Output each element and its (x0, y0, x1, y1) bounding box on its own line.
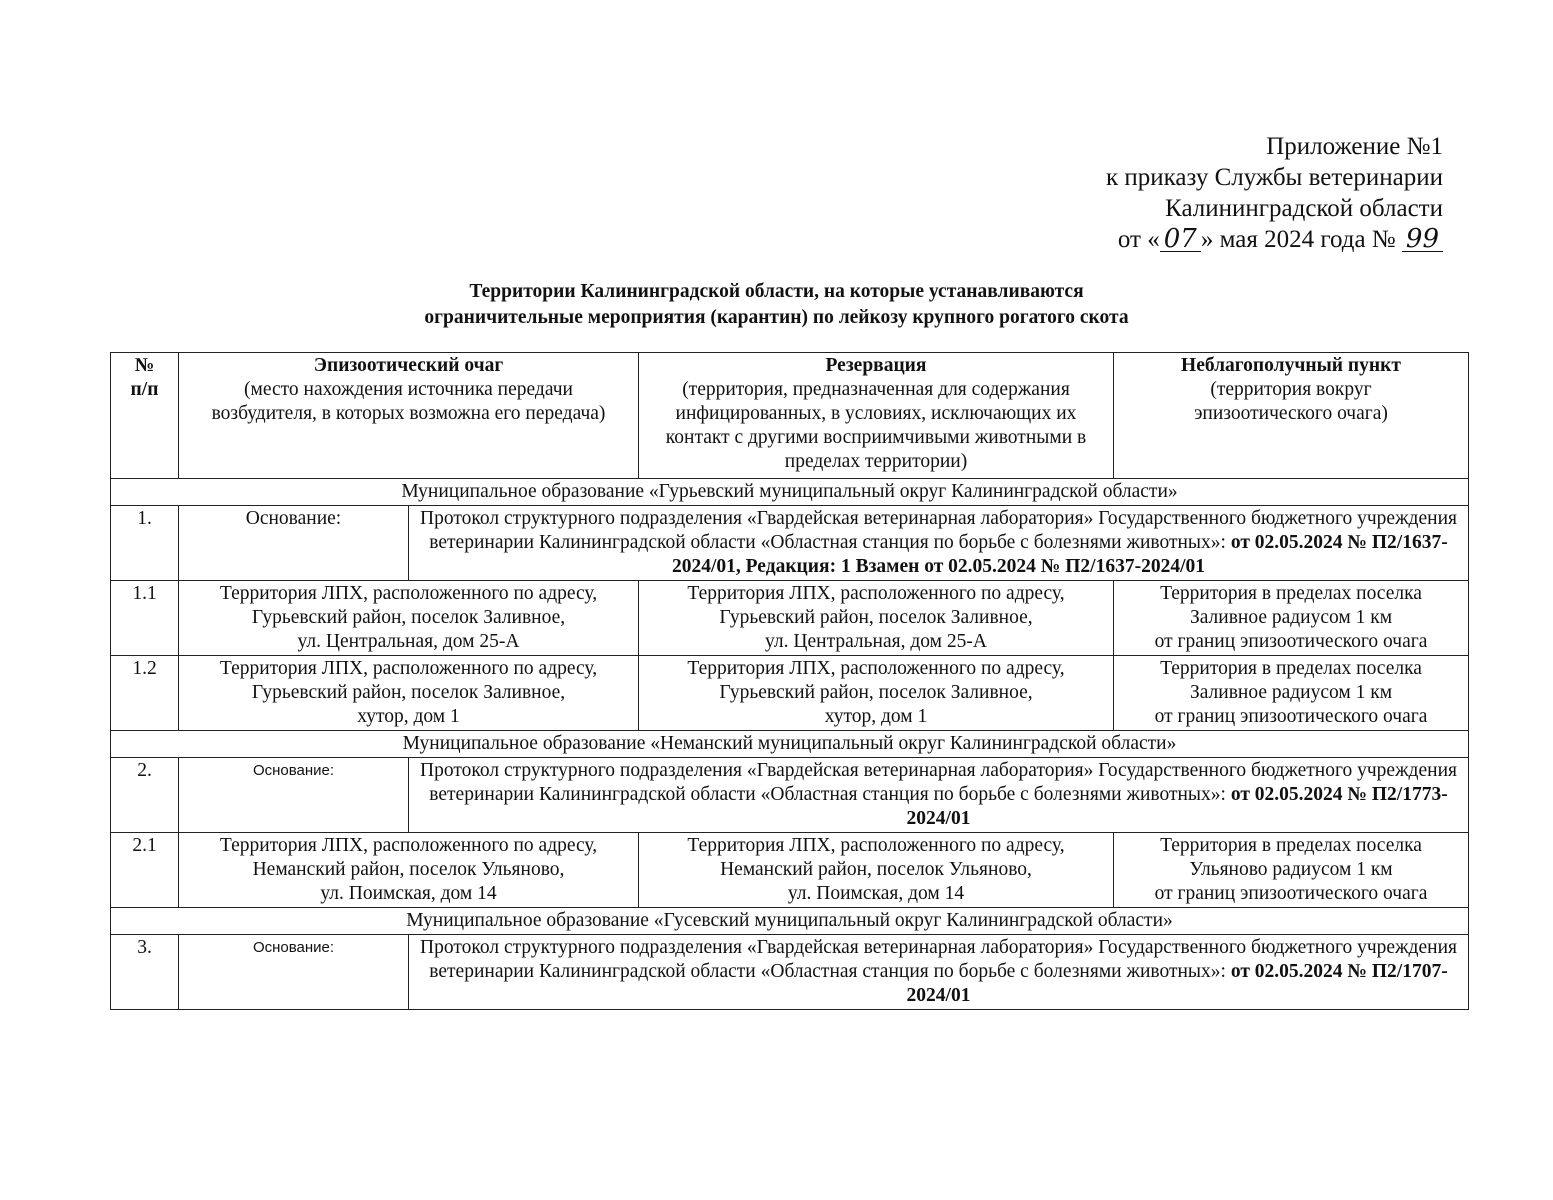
header-focus (179, 353, 639, 479)
basis-text (409, 935, 1469, 1010)
focus-line: Территория ЛПХ, расположенного по адресу, (219, 583, 598, 604)
basis-protocol: Протокол структурного подразделения «Гвардейская ветеринарная лаборатория» Государственного бюджетного учреждения ветеринарии Калининградской области «Областная станция по борьбе с болезнями животных»: (420, 508, 1457, 553)
municipality-row (111, 479, 1469, 506)
title-line-1: Территории Калининградской области, на которые устанавливаются (469, 281, 1084, 302)
title-line-2: ограничительные мероприятия (карантин) по лейкозу крупного рогатого скота (424, 307, 1129, 328)
point-cell (1114, 833, 1469, 908)
appendix-date-line (1106, 224, 1443, 255)
basis-protocol: Протокол структурного подразделения «Гвардейская ветеринарная лаборатория» Государственного бюджетного учреждения ветеринарии Калининградской области «Областная станция по борьбе с болезнями животных»: (420, 760, 1457, 805)
basis-label: Основание: (179, 758, 409, 833)
basis-text (409, 506, 1469, 581)
appendix-block (1106, 131, 1443, 255)
focus-line: Неманский район, поселок Ульяново, (252, 859, 565, 880)
municipality-name: Муниципальное образование «Гурьевский муниципальный округ Калининградской области» (111, 479, 1469, 506)
reservation-line: Территория ЛПХ, расположенного по адресу, (687, 583, 1065, 604)
table-row (111, 833, 1469, 908)
table-row (111, 581, 1469, 656)
basis-protocol-number: от 02.05.2024 № П2/1637-2024/01, Редакция: 1 Взамен от 02.05.2024 № П2/1637-2024/01 (671, 532, 1448, 577)
handwritten-day: 07 (1160, 227, 1201, 252)
basis-row (111, 506, 1469, 581)
focus-cell (179, 833, 639, 908)
basis-protocol-number: от 02.05.2024 № П2/1773-2024/01 (906, 784, 1448, 829)
basis-text (409, 758, 1469, 833)
header-num-line-2: п/п (130, 379, 159, 400)
basis-protocol-number: от 02.05.2024 № П2/1707-2024/01 (906, 961, 1448, 1006)
point-line: от границ эпизоотического очага (1154, 883, 1428, 904)
appendix-region: Калининградской области (1165, 195, 1443, 222)
reservation-line: Территория ЛПХ, расположенного по адресу, (687, 835, 1065, 856)
point-line: от границ эпизоотического очага (1154, 706, 1428, 727)
header-point-title: Неблагополучный пункт (1181, 355, 1401, 376)
reservation-line: Территория ЛПХ, расположенного по адресу, (687, 658, 1065, 679)
focus-line: ул. Центральная, дом 25-А (297, 631, 520, 652)
row-number: 1.1 (111, 581, 179, 656)
document-title (0, 279, 1553, 331)
appendix-title: Приложение №1 (1266, 133, 1443, 160)
date-middle: » мая 2024 года № (1200, 226, 1396, 253)
header-focus-title: Эпизоотический очаг (313, 355, 504, 376)
focus-line: ул. Поимская, дом 14 (320, 883, 497, 904)
municipality-row (111, 908, 1469, 935)
date-prefix: от « (1117, 226, 1160, 253)
appendix-order-ref: к приказу Службы ветеринарии (1105, 164, 1443, 191)
row-number: 2. (111, 758, 179, 833)
header-focus-desc: (место нахождения источника передачи возбудителя, в которых возможна его передача) (211, 379, 606, 424)
point-line: от границ эпизоотического очага (1154, 631, 1428, 652)
header-reservation-title: Резервация (825, 355, 927, 376)
basis-row (111, 935, 1469, 1010)
quarantine-table (110, 352, 1469, 1010)
reservation-line: ул. Поимская, дом 14 (787, 883, 965, 904)
table-header-row (111, 353, 1469, 479)
point-line: Ульяново радиусом 1 км (1189, 859, 1393, 880)
focus-line: Территория ЛПХ, расположенного по адресу, (219, 658, 598, 679)
point-line: Территория в пределах поселка (1160, 658, 1422, 679)
header-reservation-desc: (территория, предназначенная для содержания инфицированных, в условиях, исключающих их контакт с другими восприимчивыми животными в пределах территории) (665, 379, 1087, 472)
header-num (111, 353, 179, 479)
row-number: 2.1 (111, 833, 179, 908)
reservation-line: Неманский район, поселок Ульяново, (720, 859, 1032, 880)
basis-protocol: Протокол структурного подразделения «Гвардейская ветеринарная лаборатория» Государственного бюджетного учреждения ветеринарии Калининградской области «Областная станция по борьбе с болезнями животных»: (420, 937, 1457, 982)
reservation-line: хутор, дом 1 (824, 706, 928, 727)
header-num-line-1: № (134, 355, 155, 376)
point-cell (1114, 581, 1469, 656)
focus-line: Гурьевский район, поселок Заливное, (251, 682, 566, 703)
focus-line: Территория ЛПХ, расположенного по адресу, (219, 835, 598, 856)
table-row (111, 656, 1469, 731)
point-line: Заливное радиусом 1 км (1189, 607, 1393, 628)
point-line: Территория в пределах поселка (1160, 835, 1422, 856)
municipality-row (111, 731, 1469, 758)
basis-label: Основание: (179, 935, 409, 1010)
reservation-line: ул. Центральная, дом 25-А (765, 631, 987, 652)
point-cell (1114, 656, 1469, 731)
reservation-cell (639, 656, 1114, 731)
municipality-name: Муниципальное образование «Неманский муниципальный округ Калининградской области» (111, 731, 1469, 758)
header-point (1114, 353, 1469, 479)
row-number: 3. (111, 935, 179, 1010)
handwritten-order-number: 99 (1402, 227, 1443, 252)
basis-row (111, 758, 1469, 833)
focus-cell (179, 656, 639, 731)
municipality-name: Муниципальное образование «Гусевский муниципальный округ Калининградской области» (111, 908, 1469, 935)
focus-line: хутор, дом 1 (357, 706, 460, 727)
reservation-cell (639, 581, 1114, 656)
focus-cell (179, 581, 639, 656)
focus-line: Гурьевский район, поселок Заливное, (251, 607, 566, 628)
point-line: Заливное радиусом 1 км (1189, 682, 1393, 703)
reservation-line: Гурьевский район, поселок Заливное, (719, 607, 1033, 628)
row-number: 1.2 (111, 656, 179, 731)
reservation-line: Гурьевский район, поселок Заливное, (719, 682, 1033, 703)
header-point-desc: (территория вокруг эпизоотического очага) (1194, 379, 1388, 424)
header-reservation (639, 353, 1114, 479)
row-number: 1. (111, 506, 179, 581)
reservation-cell (639, 833, 1114, 908)
basis-label: Основание: (179, 506, 409, 581)
point-line: Территория в пределах поселка (1160, 583, 1422, 604)
